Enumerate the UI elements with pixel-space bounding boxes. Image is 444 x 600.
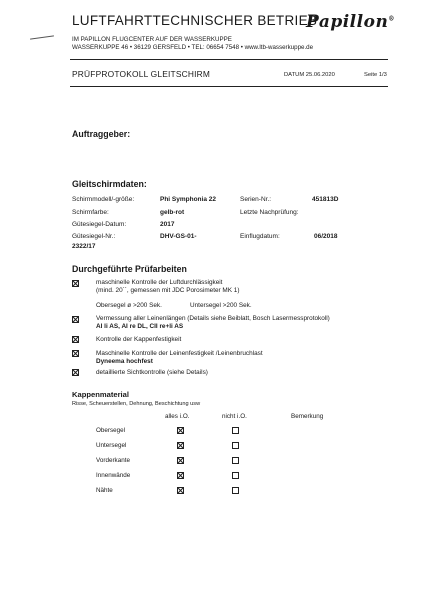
color-value: gelb-rot (160, 209, 185, 216)
seal-date-value: 2017 (160, 221, 175, 228)
model-label: Schirmmodell/-größe: (72, 196, 135, 203)
model-value: Phi Symphonia 22 (160, 196, 216, 203)
luftdurchlaessigkeit-checkbox (72, 280, 79, 287)
material-row-naehte: Nähte (96, 487, 113, 494)
kappenfestigkeit-checkbox (72, 336, 79, 343)
material-row-untersegel: Untersegel (96, 442, 127, 449)
company-name: LUFTFAHRTTECHNISCHER BETRIEB (72, 13, 318, 28)
glider-data-heading: Gleitschirmdaten: (72, 179, 147, 189)
header-divider (70, 59, 388, 60)
seal-number-value: DHV-GS-01- (160, 233, 197, 240)
last-check-label: Letzte Nachprüfung: (240, 209, 299, 216)
test-item-4-line-1: Maschinelle Kontrolle der Leinenfestigkeit /Leinenbruchlast (96, 350, 263, 357)
address-line-1: IM PAPILLON FLUGCENTER AUF DER WASSERKUPPE (72, 36, 232, 43)
document-title: PRÜFPROTOKOLL GLEITSCHIRM (72, 69, 211, 79)
obersegel-not-ok-checkbox (232, 427, 239, 434)
untersegel-ok-checkbox (177, 442, 184, 449)
leinenlaengen-checkbox (72, 316, 79, 323)
obersegel-result: Obersegel ø >200 Sek. (96, 302, 162, 309)
serial-label: Serien-Nr.: (240, 196, 272, 203)
test-item-2-line-1: Vermessung aller Leinenlängen (Details siehe Beiblatt, Bosch Lasermessprotokoll) (96, 315, 330, 322)
column-remark-header: Bemerkung (291, 413, 324, 420)
test-item-4-line-2: Dyneema hochfest (96, 358, 153, 365)
sichtkontrolle-checkbox (72, 369, 79, 376)
test-item-2-line-2: AI li AS, AI re DL, CII re+li AS (96, 323, 184, 330)
seal-date-label: Gütesiegel-Datum: (72, 221, 127, 228)
untersegel-result: Untersegel >200 Sek. (190, 302, 252, 309)
address-line-2: WASSERKUPPE 46 • 36129 GERSFELD • TEL: 06654 7548 • www.ltb-wasserkuppe.de (72, 44, 314, 51)
leinenfestigkeit-checkbox (72, 350, 79, 357)
material-row-obersegel: Obersegel (96, 427, 126, 434)
material-row-innenwaende: Innenwände (96, 472, 131, 479)
column-not-ok-header: nicht i.O. (222, 413, 247, 420)
test-item-5: detaillierte Sichtkontrolle (siehe Details) (96, 369, 208, 376)
test-item-3: Kontrolle der Kappenfestigkeit (96, 336, 182, 343)
material-subheading: Risse, Scheuerstellen, Dehnung, Beschichtung usw (72, 401, 201, 407)
papillon-logo (306, 12, 395, 32)
scan-mark (30, 35, 54, 39)
client-heading: Auftraggeber: (72, 129, 131, 139)
material-heading: Kappenmaterial (72, 390, 129, 399)
innenwaende-ok-checkbox (177, 472, 184, 479)
untersegel-not-ok-checkbox (232, 442, 239, 449)
test-item-1-line-1: maschinelle Kontrolle der Luftdurchlässigkeit (96, 279, 223, 286)
tests-heading: Durchgeführte Prüfarbeiten (72, 264, 187, 274)
vorderkante-not-ok-checkbox (232, 457, 239, 464)
flight-date-value: 06/2018 (314, 233, 338, 240)
test-item-1-line-2: (mind. 20´´, gemessen mit JDC Porosimeter MK 1) (96, 287, 240, 294)
serial-value: 451813D (312, 196, 339, 203)
innenwaende-not-ok-checkbox (232, 472, 239, 479)
material-row-vorderkante: Vorderkante (96, 457, 130, 464)
title-divider (70, 86, 388, 87)
obersegel-ok-checkbox (177, 427, 184, 434)
naehte-not-ok-checkbox (232, 487, 239, 494)
document-date: DATUM 25.06.2020 (284, 72, 335, 78)
naehte-ok-checkbox (177, 487, 184, 494)
column-ok-header: alles i.O. (165, 413, 190, 420)
flight-date-label: Einflugdatum: (240, 233, 280, 240)
seal-number-label: Gütesiegel-Nr.: (72, 233, 116, 240)
registered-mark: ® (388, 15, 395, 23)
page-number: Seite 1/3 (364, 72, 387, 78)
vorderkante-ok-checkbox (177, 457, 184, 464)
logo-text: Papillon (306, 12, 389, 32)
seal-number-value-cont: 2322/17 (72, 243, 96, 250)
color-label: Schirmfarbe: (72, 209, 109, 216)
